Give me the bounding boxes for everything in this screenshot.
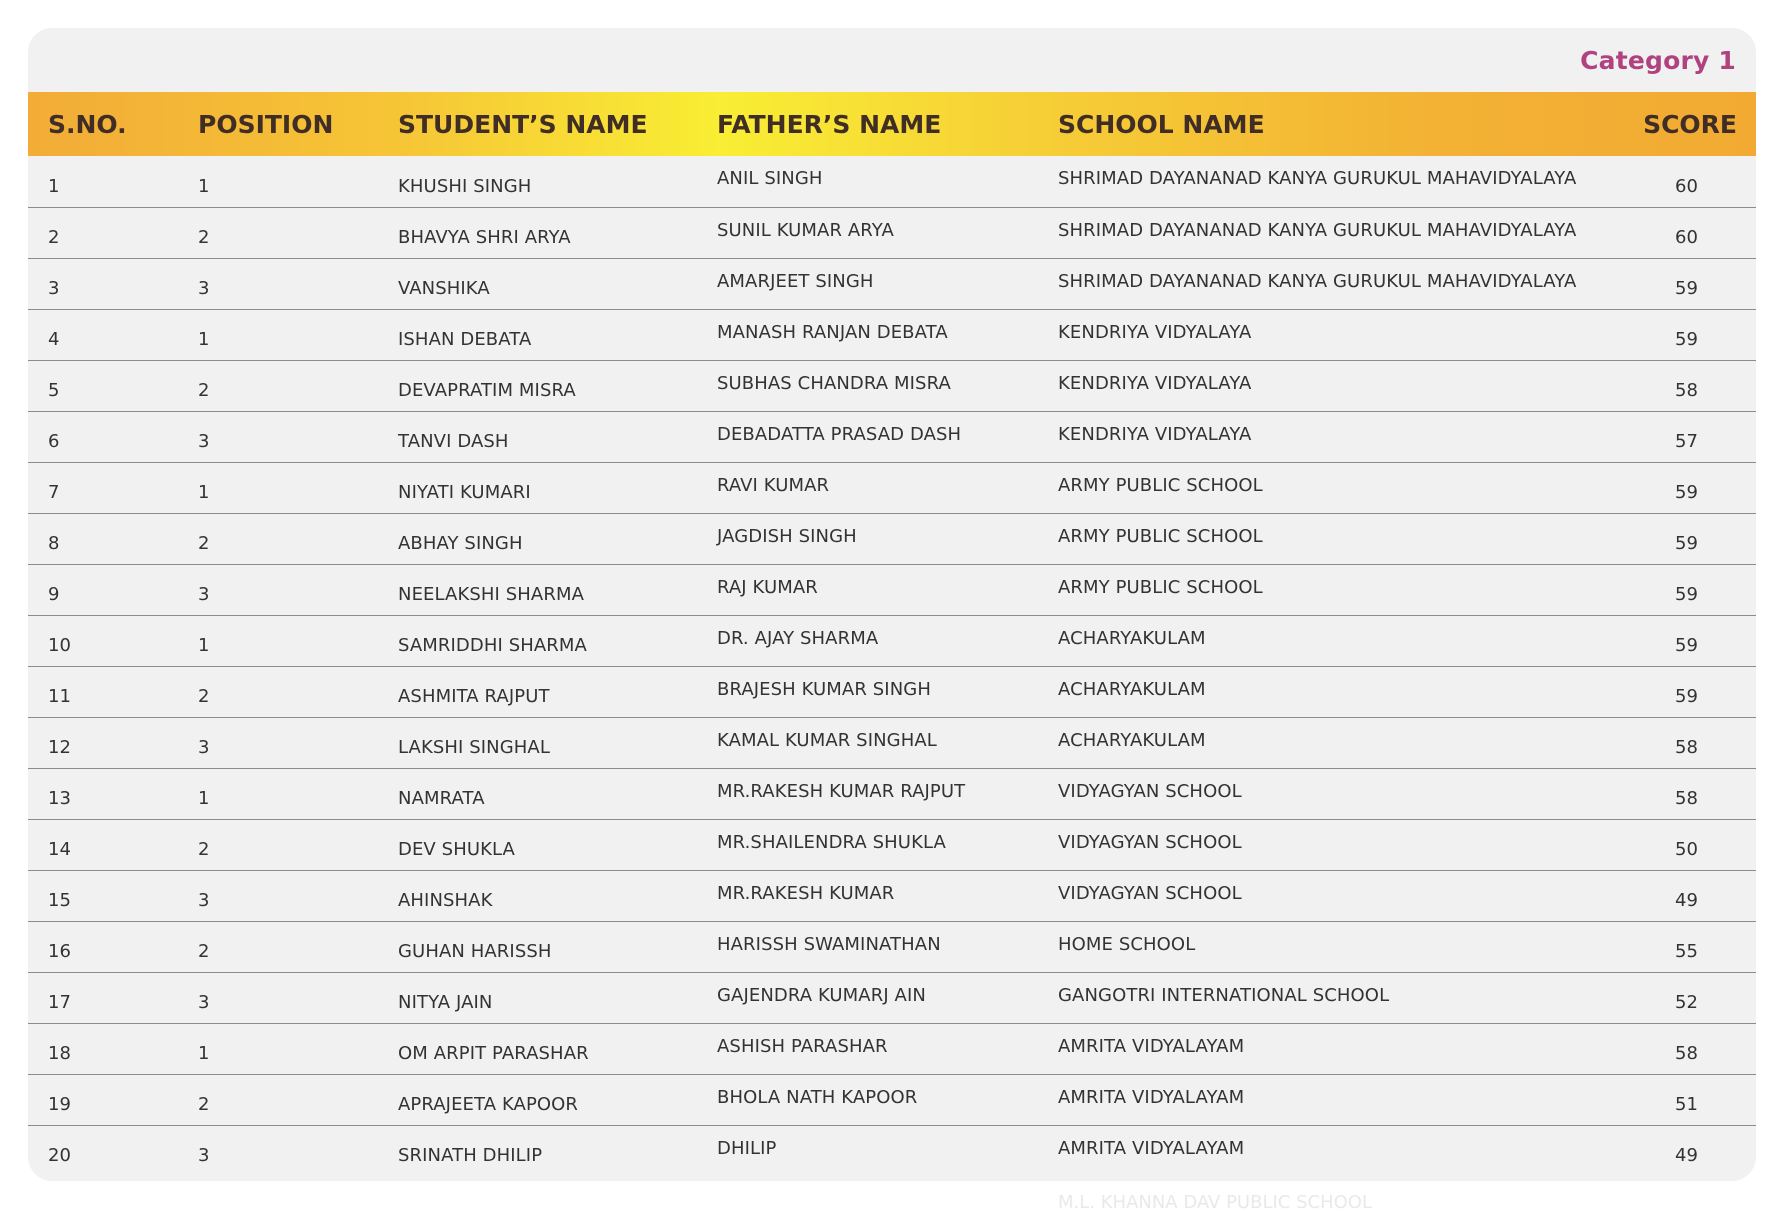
cell-sno: 9 (48, 583, 60, 605)
cell-school-name: ARMY PUBLIC SCHOOL (1058, 474, 1263, 496)
table-body (28, 156, 1756, 1176)
header-school-name: SCHOOL NAME (1058, 109, 1265, 139)
table-row (28, 921, 1756, 972)
cell-score: 60 (1675, 226, 1699, 248)
table-row (28, 1023, 1756, 1074)
cell-position: 3 (198, 430, 210, 452)
cell-father-name: ASHISH PARASHAR (717, 1035, 888, 1057)
cell-father-name: RAVI KUMAR (717, 474, 830, 496)
cell-student-name: APRAJEETA KAPOOR (398, 1093, 579, 1115)
results-card (28, 28, 1756, 1181)
cell-score: 58 (1675, 736, 1699, 758)
cell-student-name: NAMRATA (398, 787, 485, 809)
cell-score: 55 (1675, 940, 1699, 962)
header-father-name: FATHER’S NAME (717, 109, 942, 139)
cell-sno: 12 (48, 736, 72, 758)
cell-school-name: AMRITA VIDYALAYAM (1058, 1035, 1245, 1057)
cell-sno: 3 (48, 277, 60, 299)
cell-school-name: VIDYAGYAN SCHOOL (1058, 882, 1242, 904)
cell-sno: 6 (48, 430, 60, 452)
cell-position: 3 (198, 1145, 210, 1166)
cell-father-name: SUNIL KUMAR ARYA (717, 219, 894, 241)
header-sno: S.NO. (48, 109, 127, 139)
table-header (28, 92, 1756, 156)
cell-sno: 1 (48, 175, 60, 197)
cell-score: 59 (1675, 532, 1699, 554)
cell-score: 59 (1675, 583, 1699, 605)
cell-student-name: DEV SHUKLA (398, 838, 515, 860)
cell-position: 2 (198, 226, 210, 248)
cell-score: 60 (1675, 175, 1699, 197)
cell-father-name: DHILIP (717, 1137, 777, 1159)
table-row (28, 411, 1756, 462)
cell-position: 1 (198, 634, 210, 656)
cell-student-name: VANSHIKA (398, 277, 490, 299)
cell-sno: 11 (48, 685, 72, 707)
category-label: Category 1 (1580, 46, 1736, 75)
cell-student-name: NEELAKSHI SHARMA (398, 583, 584, 605)
table-row (28, 819, 1756, 870)
cell-position: 2 (198, 1093, 210, 1115)
cell-sno: 19 (48, 1093, 72, 1115)
cell-student-name: DEVAPRATIM MISRA (398, 379, 576, 401)
table-row (28, 768, 1756, 819)
cell-father-name: MR.SHAILENDRA SHUKLA (717, 831, 946, 853)
table-row (28, 207, 1756, 258)
cell-position: 2 (198, 685, 210, 707)
cell-school-name: GANGOTRI INTERNATIONAL SCHOOL (1058, 984, 1390, 1006)
cell-score: 57 (1675, 430, 1699, 452)
cell-father-name: MR.RAKESH KUMAR RAJPUT (717, 780, 966, 802)
cell-score: 59 (1675, 328, 1699, 350)
cell-school-name: SHRIMAD DAYANANAD KANYA GURUKUL MAHAVIDYALAYA (1058, 219, 1577, 241)
cell-father-name: KAMAL KUMAR SINGHAL (717, 729, 937, 751)
cell-father-name: GAJENDRA KUMARJ AIN (717, 984, 926, 1006)
table-row (28, 360, 1756, 411)
table-row (28, 870, 1756, 921)
cell-position: 1 (198, 787, 210, 809)
cell-position: 3 (198, 277, 210, 299)
table-row (28, 258, 1756, 309)
header-row (28, 92, 1756, 156)
cell-father-name: RAJ KUMAR (717, 576, 818, 598)
cell-school-name: ARMY PUBLIC SCHOOL (1058, 576, 1263, 598)
cell-sno: 20 (48, 1145, 72, 1166)
cell-school-name: ACHARYAKULAM (1058, 627, 1206, 649)
cell-position: 1 (198, 175, 210, 197)
cell-position: 1 (198, 481, 210, 503)
cell-score: 58 (1675, 787, 1699, 809)
cell-score: 59 (1675, 634, 1699, 656)
cell-school-name: ARMY PUBLIC SCHOOL (1058, 525, 1263, 547)
cell-sno: 10 (48, 634, 72, 656)
cell-school-name: VIDYAGYAN SCHOOL (1058, 780, 1242, 802)
cell-student-name: NIYATI KUMARI (398, 481, 531, 503)
cell-sno: 4 (48, 328, 60, 350)
cell-school-name: KENDRIYA VIDYALAYA (1058, 372, 1252, 394)
cell-school-name: VIDYAGYAN SCHOOL (1058, 831, 1242, 853)
cell-father-name: JAGDISH SINGH (717, 525, 857, 547)
cell-father-name: SUBHAS CHANDRA MISRA (717, 372, 951, 394)
table-row (28, 309, 1756, 360)
cell-father-name: BHOLA NATH KAPOOR (717, 1086, 918, 1108)
cell-position: 3 (198, 991, 210, 1013)
cell-position: 2 (198, 532, 210, 554)
table-row (28, 513, 1756, 564)
cell-score: 49 (1675, 1145, 1699, 1166)
cell-position: 1 (198, 1042, 210, 1064)
cell-father-name: MR.RAKESH KUMAR (717, 882, 895, 904)
cell-sno: 8 (48, 532, 60, 554)
cell-school-name: SHRIMAD DAYANANAD KANYA GURUKUL MAHAVIDYALAYA (1058, 270, 1577, 292)
cell-position: 3 (198, 889, 210, 911)
cell-sno: 7 (48, 481, 60, 503)
cell-position: 2 (198, 838, 210, 860)
header-score: SCORE (1643, 109, 1737, 139)
cell-student-name: TANVI DASH (398, 430, 509, 452)
cell-position: 2 (198, 379, 210, 401)
cell-score: 50 (1675, 838, 1699, 860)
cell-student-name: ABHAY SINGH (398, 532, 523, 554)
cell-student-name: OM ARPIT PARASHAR (398, 1042, 589, 1064)
cell-father-name: BRAJESH KUMAR SINGH (717, 678, 931, 700)
cell-score: 59 (1675, 277, 1699, 299)
cell-score: 59 (1675, 685, 1699, 707)
cell-sno: 18 (48, 1042, 72, 1064)
table-row (28, 717, 1756, 768)
overflow-text: M.L. KHANNA DAV PUBLIC SCHOOL (1058, 1192, 1372, 1213)
table-row (28, 1125, 1756, 1176)
cell-father-name: DR. AJAY SHARMA (717, 627, 879, 649)
table-row (28, 615, 1756, 666)
table-row (28, 564, 1756, 615)
cell-father-name: ANIL SINGH (717, 168, 823, 189)
cell-father-name: AMARJEET SINGH (717, 270, 874, 292)
cell-father-name: HARISSH SWAMINATHAN (717, 933, 941, 955)
cell-student-name: NITYA JAIN (398, 991, 493, 1013)
cell-student-name: SRINATH DHILIP (398, 1145, 543, 1166)
cell-school-name: ACHARYAKULAM (1058, 729, 1206, 751)
cell-position: 3 (198, 736, 210, 758)
cell-sno: 17 (48, 991, 72, 1013)
cell-score: 58 (1675, 1042, 1699, 1064)
cell-school-name: ACHARYAKULAM (1058, 678, 1206, 700)
cell-student-name: KHUSHI SINGH (398, 175, 532, 197)
cell-score: 52 (1675, 991, 1699, 1013)
cell-score: 59 (1675, 481, 1699, 503)
cell-score: 58 (1675, 379, 1699, 401)
cell-father-name: DEBADATTA PRASAD DASH (717, 423, 962, 445)
cell-score: 51 (1675, 1093, 1699, 1115)
cell-position: 1 (198, 328, 210, 350)
cell-student-name: SAMRIDDHI SHARMA (398, 634, 587, 656)
cell-school-name: KENDRIYA VIDYALAYA (1058, 321, 1252, 343)
header-student-name: STUDENT’S NAME (398, 109, 648, 139)
results-table (28, 92, 1756, 1176)
cell-student-name: BHAVYA SHRI ARYA (398, 226, 571, 248)
cell-position: 2 (198, 940, 210, 962)
cell-student-name: GUHAN HARISSH (398, 940, 552, 962)
table-row (28, 156, 1756, 207)
cell-school-name: KENDRIYA VIDYALAYA (1058, 423, 1252, 445)
cell-sno: 14 (48, 838, 72, 860)
cell-score: 49 (1675, 889, 1699, 911)
cell-position: 3 (198, 583, 210, 605)
cell-father-name: MANASH RANJAN DEBATA (717, 321, 948, 343)
cell-sno: 15 (48, 889, 72, 911)
cell-sno: 13 (48, 787, 72, 809)
cell-student-name: ASHMITA RAJPUT (398, 685, 550, 707)
header-position: POSITION (198, 109, 334, 139)
table-row (28, 666, 1756, 717)
table-row (28, 1074, 1756, 1125)
cell-school-name: HOME SCHOOL (1058, 933, 1196, 955)
table-row (28, 462, 1756, 513)
table-row (28, 972, 1756, 1023)
cell-sno: 16 (48, 940, 72, 962)
cell-sno: 5 (48, 379, 60, 401)
cell-student-name: AHINSHAK (398, 889, 493, 911)
cell-sno: 2 (48, 226, 60, 248)
cell-school-name: AMRITA VIDYALAYAM (1058, 1137, 1245, 1159)
cell-student-name: LAKSHI SINGHAL (398, 736, 550, 758)
cell-school-name: AMRITA VIDYALAYAM (1058, 1086, 1245, 1108)
cell-school-name: SHRIMAD DAYANANAD KANYA GURUKUL MAHAVIDYALAYA (1058, 168, 1577, 189)
cell-student-name: ISHAN DEBATA (398, 328, 532, 350)
